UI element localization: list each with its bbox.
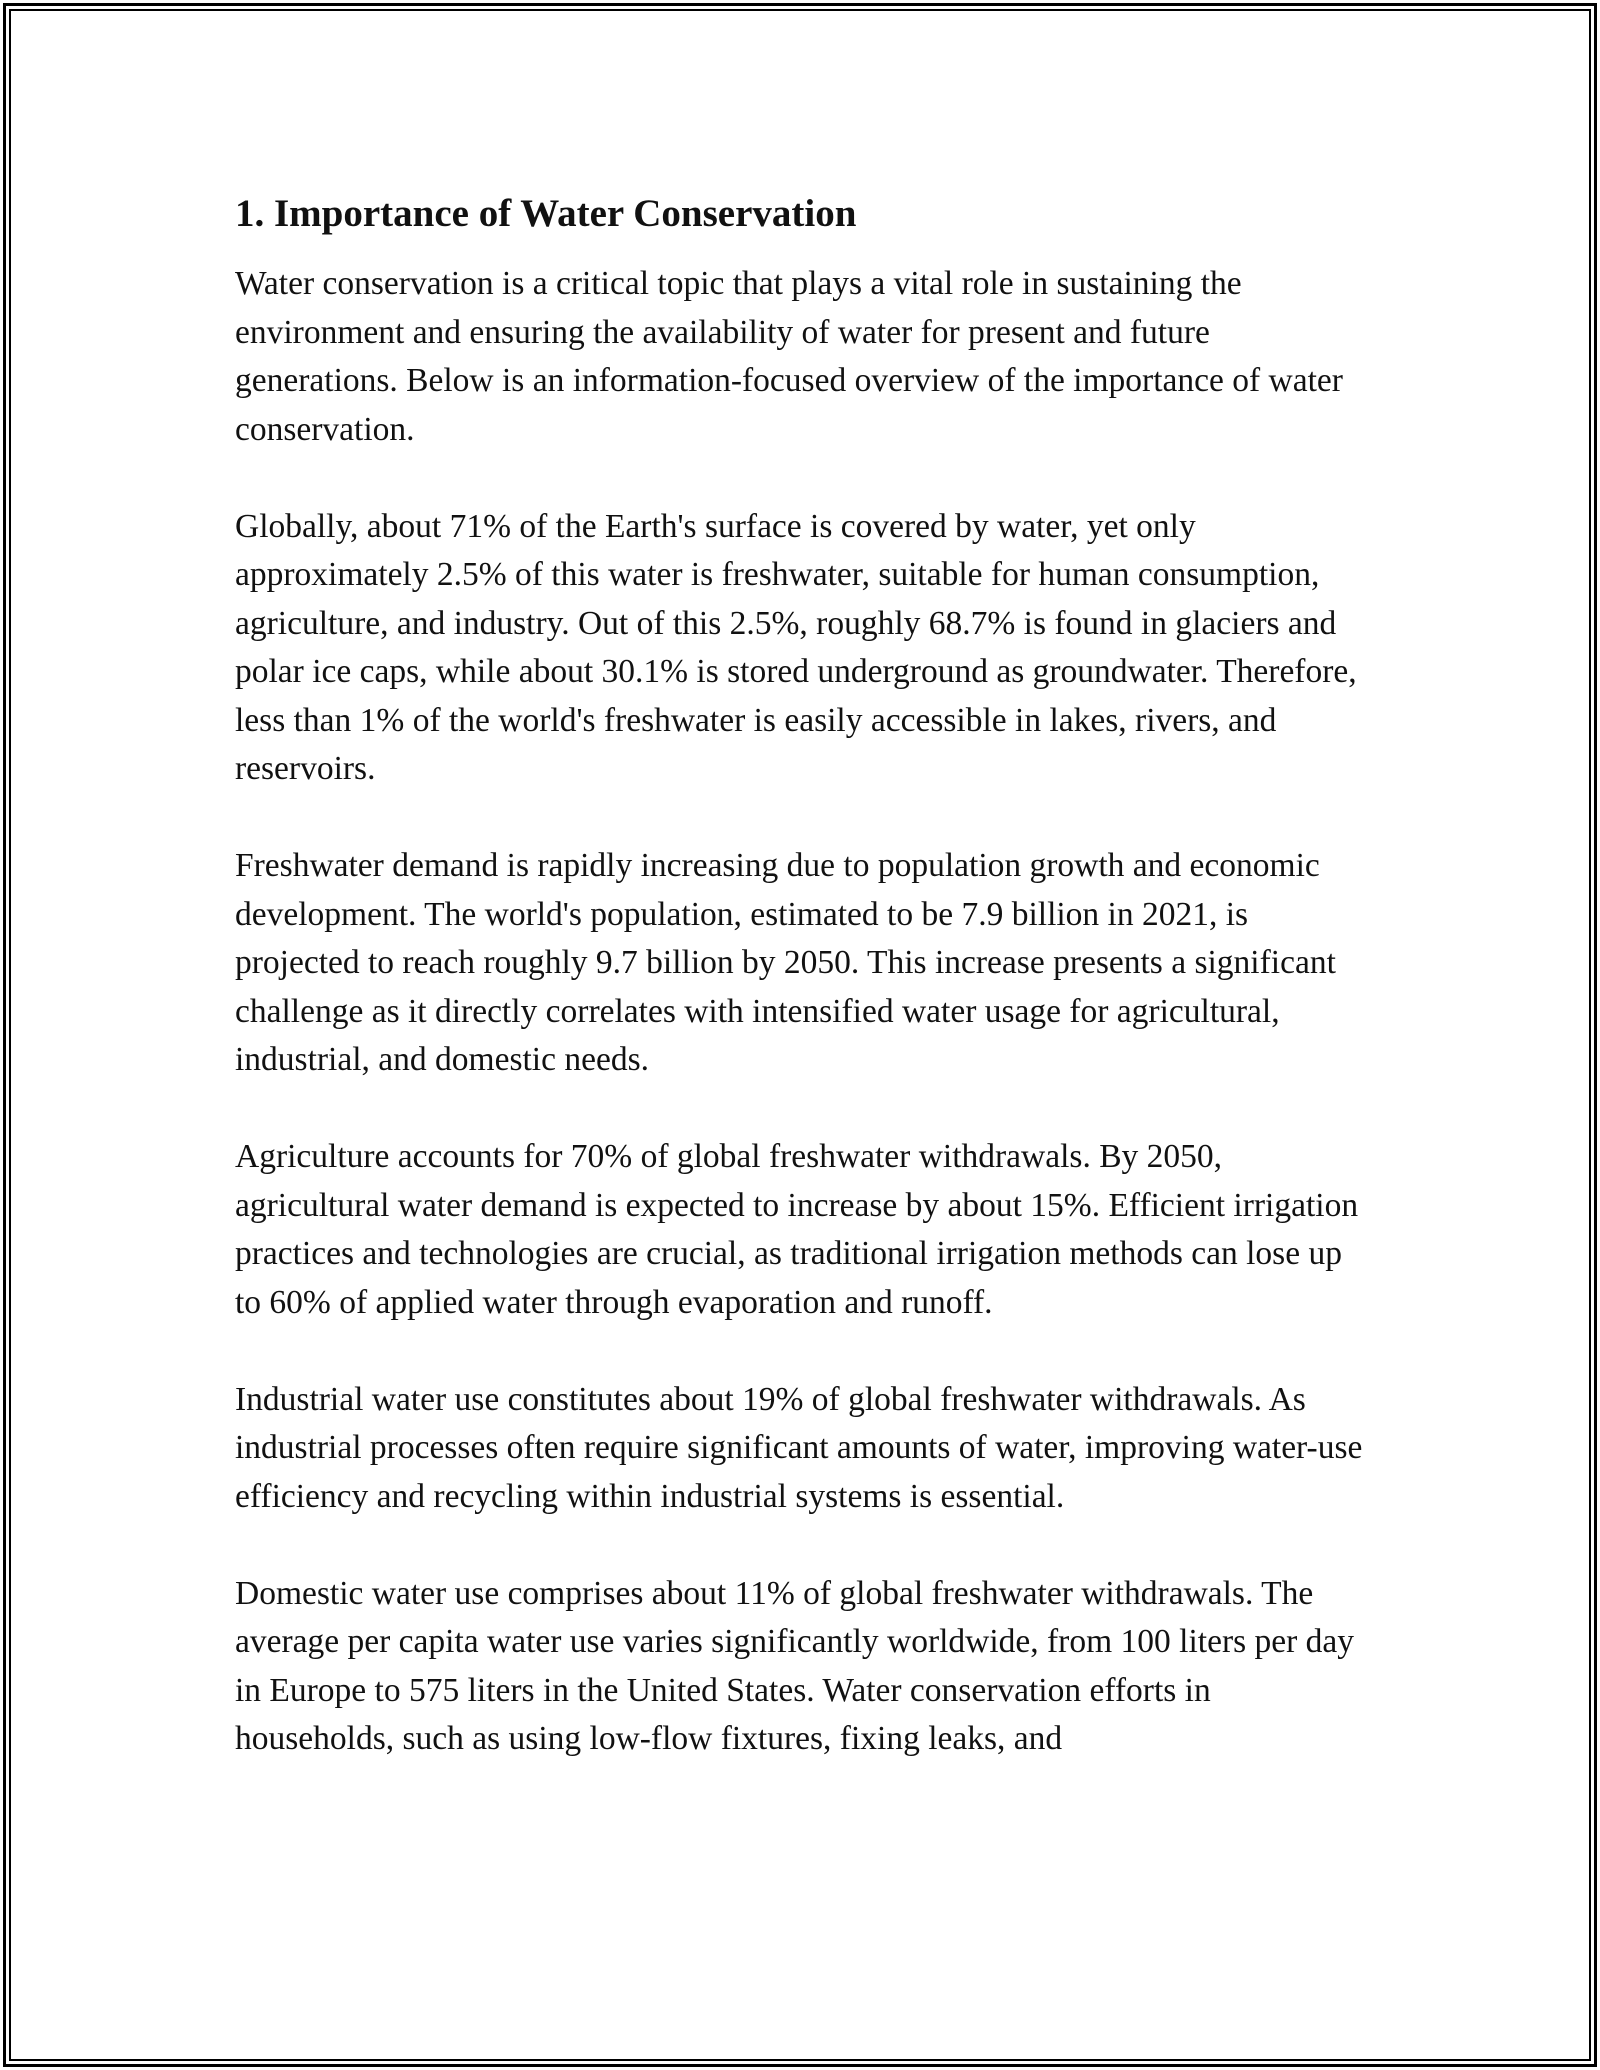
document-body	[235, 188, 1375, 1812]
paragraph-industrial: Industrial water use constitutes about 19% of global freshwater withdrawals. As industrial processes often require significant amounts of water, improving water-use efficiency and recycling within industrial systems is essential.	[235, 1380, 1363, 1515]
paragraph-domestic: Domestic water use comprises about 11% of global freshwater withdrawals. The average per capita water use varies significantly worldwide, from 100 liters per day in Europe to 575 liters in the United States. Water conservation efforts in households, such as using low-flow fixtures, fixing leaks, and	[235, 1574, 1355, 1757]
paragraph-freshwater-demand: Freshwater demand is rapidly increasing due to population growth and economic development. The world's population, estimated to be 7.9 billion in 2021, is projected to reach roughly 9.7 billion by 2050. This increase presents a significant challenge as it directly correlates with intensified water usage for agricultural, industrial, and domestic needs.	[235, 847, 1336, 1078]
paragraph-agriculture: Agriculture accounts for 70% of global freshwater withdrawals. By 2050, agricultural water demand is expected to increase by about 15%. Efficient irrigation practices and technologies are crucial, as traditional irrigation methods can lose up to 60% of applied water through evaporation and runoff.	[235, 1138, 1359, 1321]
section-heading: 1. Importance of Water Conservation	[235, 192, 857, 235]
paragraph-intro: Water conservation is a critical topic that plays a vital role in sustaining the environment and ensuring the availability of water for present and future generations. Below is an information-focused overview of the importance of water conservation.	[235, 265, 1343, 448]
paragraph-global-water: Globally, about 71% of the Earth's surface is covered by water, yet only approximately 2.5% of this water is freshwater, suitable for human consumption, agriculture, and industry. Out of this 2.5%, roughly 68.7% is found in glaciers and polar ice caps, while about 30.1% is stored underground as groundwater. Therefore, less than 1% of the world's freshwater is easily accessible in lakes, rivers, and reservoirs.	[235, 507, 1357, 787]
